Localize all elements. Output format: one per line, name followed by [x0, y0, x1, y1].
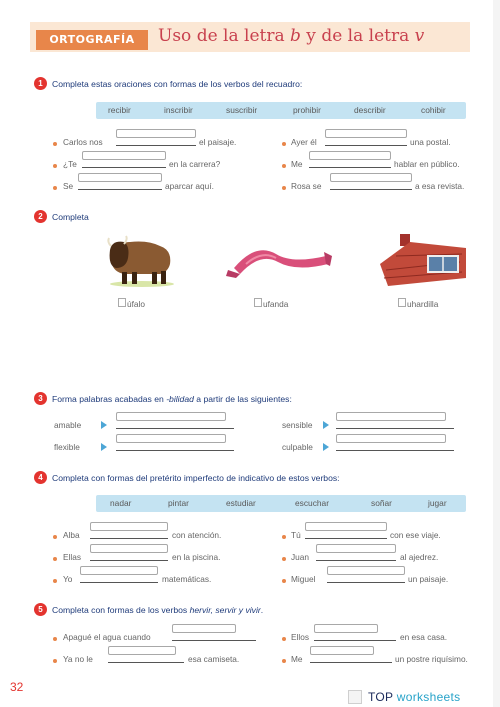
word-box-item: cohibir [421, 105, 446, 115]
answer-box[interactable] [325, 129, 407, 138]
answer-line [336, 428, 454, 429]
section-4-instruction: Completa con formas del pretérito imperfecto de indicativo de estos verbos: [52, 473, 340, 483]
bullet [282, 659, 286, 663]
answer-box[interactable] [330, 173, 412, 182]
section-5-number: 5 [34, 603, 47, 616]
sentence-start: Me [291, 654, 303, 664]
word-box-4 [96, 495, 466, 512]
section-1-instruction: Completa estas oraciones con formas de los verbos del recuadro: [52, 79, 303, 89]
sentence-start: Tú [291, 530, 301, 540]
bullet [282, 579, 286, 583]
instruction-part: Completa con formas de los verbos [52, 605, 190, 615]
word-box-item: jugar [428, 498, 447, 508]
instruction-emphasis: -bilidad [166, 394, 194, 404]
scarf-icon [226, 238, 334, 278]
sentence-end: aparcar aquí. [165, 181, 214, 191]
word-fragment: úfalo [127, 299, 145, 309]
word-fragment: uhardilla [407, 299, 439, 309]
word-box-item: recibir [108, 105, 131, 115]
answer-line [90, 560, 168, 561]
sentence-end: un postre riquísimo. [395, 654, 468, 664]
answer-box[interactable] [90, 522, 168, 531]
sentence-end: esa camiseta. [188, 654, 240, 664]
answer-line [90, 538, 168, 539]
answer-box[interactable] [309, 151, 391, 160]
title-letter-v: v [414, 26, 425, 46]
base-word: culpable [282, 442, 313, 452]
bullet [282, 557, 286, 561]
attic-window-icon [380, 234, 466, 288]
base-word: sensible [282, 420, 313, 430]
sentence-start: Alba [63, 530, 80, 540]
bullet [53, 579, 57, 583]
arrow-right-icon [101, 421, 107, 429]
bullet [53, 142, 57, 146]
answer-line [309, 167, 391, 168]
answer-line [330, 189, 412, 190]
sentence-start: Apagué el agua cuando [63, 632, 151, 642]
word-box-item: describir [354, 105, 386, 115]
answer-line [172, 640, 256, 641]
word-box-item: estudiar [226, 498, 256, 508]
sentence-end: a esa revista. [415, 181, 465, 191]
answer-box[interactable] [336, 412, 446, 421]
word-box-item: prohibir [293, 105, 321, 115]
base-word: flexible [54, 442, 80, 452]
answer-line [314, 640, 396, 641]
sentence-end: con ese viaje. [390, 530, 441, 540]
answer-line [336, 450, 454, 451]
bullet [282, 637, 286, 641]
bullet [53, 535, 57, 539]
answer-line [78, 189, 162, 190]
sentence-start: Ellas [63, 552, 81, 562]
word-box-item: inscribir [164, 105, 193, 115]
answer-line [116, 450, 234, 451]
sentence-start: Juan [291, 552, 309, 562]
bullet [53, 637, 57, 641]
title-part: Uso de la letra [158, 26, 291, 46]
letter-box[interactable] [254, 298, 262, 307]
sentence-start: Me [291, 159, 303, 169]
section-3-instruction [52, 394, 292, 404]
instruction-part: a partir de las siguientes: [193, 394, 292, 404]
sentence-start: Carlos nos [63, 137, 103, 147]
answer-box[interactable] [116, 434, 226, 443]
section-1-number: 1 [34, 77, 47, 90]
section-2-number: 2 [34, 210, 47, 223]
sentence-end: en la piscina. [172, 552, 221, 562]
answer-line [116, 428, 234, 429]
sentence-start: Ayer él [291, 137, 317, 147]
sentence-start: ¿Te [63, 159, 77, 169]
sentence-end: en la carrera? [169, 159, 221, 169]
answer-line [327, 582, 405, 583]
sentence-end: hablar en público. [394, 159, 460, 169]
page-number: 32 [10, 680, 24, 694]
answer-box[interactable] [305, 522, 387, 531]
answer-line [108, 662, 184, 663]
answer-box[interactable] [82, 151, 166, 160]
answer-line [310, 662, 392, 663]
sentence-end: con atención. [172, 530, 222, 540]
brand-text [368, 690, 460, 704]
instruction-part: Forma palabras acabadas en [52, 394, 167, 404]
bullet [282, 186, 286, 190]
answer-line [305, 538, 387, 539]
answer-box[interactable] [80, 566, 158, 575]
answer-box[interactable] [336, 434, 446, 443]
letter-box[interactable] [398, 298, 406, 307]
arrow-right-icon [323, 421, 329, 429]
answer-box[interactable] [310, 646, 374, 655]
answer-box[interactable] [90, 544, 168, 553]
bullet [282, 535, 286, 539]
bison-icon [100, 232, 180, 288]
page-edge [493, 0, 500, 707]
letter-box[interactable] [118, 298, 126, 307]
brand-worksheets: worksheets [393, 690, 461, 704]
bullet [53, 164, 57, 168]
title-letter-b: b [290, 26, 301, 46]
sentence-start: Ellos [291, 632, 309, 642]
answer-box[interactable] [314, 624, 378, 633]
arrow-right-icon [323, 443, 329, 451]
answer-line [80, 582, 158, 583]
arrow-right-icon [101, 443, 107, 451]
word-box-item: soñar [371, 498, 392, 508]
word-box-item: suscribir [226, 105, 258, 115]
base-word: amable [54, 420, 82, 430]
bullet [282, 142, 286, 146]
brand-logo-icon [348, 690, 362, 704]
section-tag: ORTOGRAFÍA [36, 30, 148, 50]
sentence-start: Se [63, 181, 74, 191]
sentence-end: matemáticas. [162, 574, 212, 584]
answer-box[interactable] [108, 646, 176, 655]
answer-line [316, 560, 396, 561]
answer-line [116, 145, 196, 146]
answer-box[interactable] [116, 412, 226, 421]
sentence-start: Yo [63, 574, 73, 584]
sentence-end: el paisaje. [199, 137, 237, 147]
bullet [282, 164, 286, 168]
section-3-number: 3 [34, 392, 47, 405]
brand-top: TOP [368, 690, 394, 704]
sentence-start: Ya no le [63, 654, 93, 664]
word-fragment: ufanda [263, 299, 289, 309]
section-2-instruction: Completa [52, 212, 89, 222]
sentence-end: una postal. [410, 137, 451, 147]
answer-box[interactable] [172, 624, 236, 633]
sentence-end: al ajedrez. [400, 552, 439, 562]
bullet [53, 659, 57, 663]
sentence-end: en esa casa. [400, 632, 448, 642]
sentence-end: un paisaje. [408, 574, 449, 584]
instruction-part: . [260, 605, 264, 615]
section-5-instruction [52, 605, 263, 615]
title-part: y de la letra [300, 26, 415, 46]
answer-box[interactable] [78, 173, 162, 182]
sentence-start: Rosa se [291, 181, 322, 191]
answer-box[interactable] [327, 566, 405, 575]
section-4-number: 4 [34, 471, 47, 484]
instruction-emphasis: hervir, servir y vivir [189, 605, 261, 615]
bullet [53, 186, 57, 190]
word-box-item: nadar [110, 498, 132, 508]
page-title [158, 26, 424, 46]
answer-box[interactable] [316, 544, 396, 553]
word-box-1 [96, 102, 466, 119]
sentence-start: Miguel [291, 574, 316, 584]
bullet [53, 557, 57, 561]
word-box-item: escuchar [295, 498, 329, 508]
answer-line [325, 145, 407, 146]
answer-line [82, 167, 166, 168]
word-box-item: pintar [168, 498, 189, 508]
answer-box[interactable] [116, 129, 196, 138]
